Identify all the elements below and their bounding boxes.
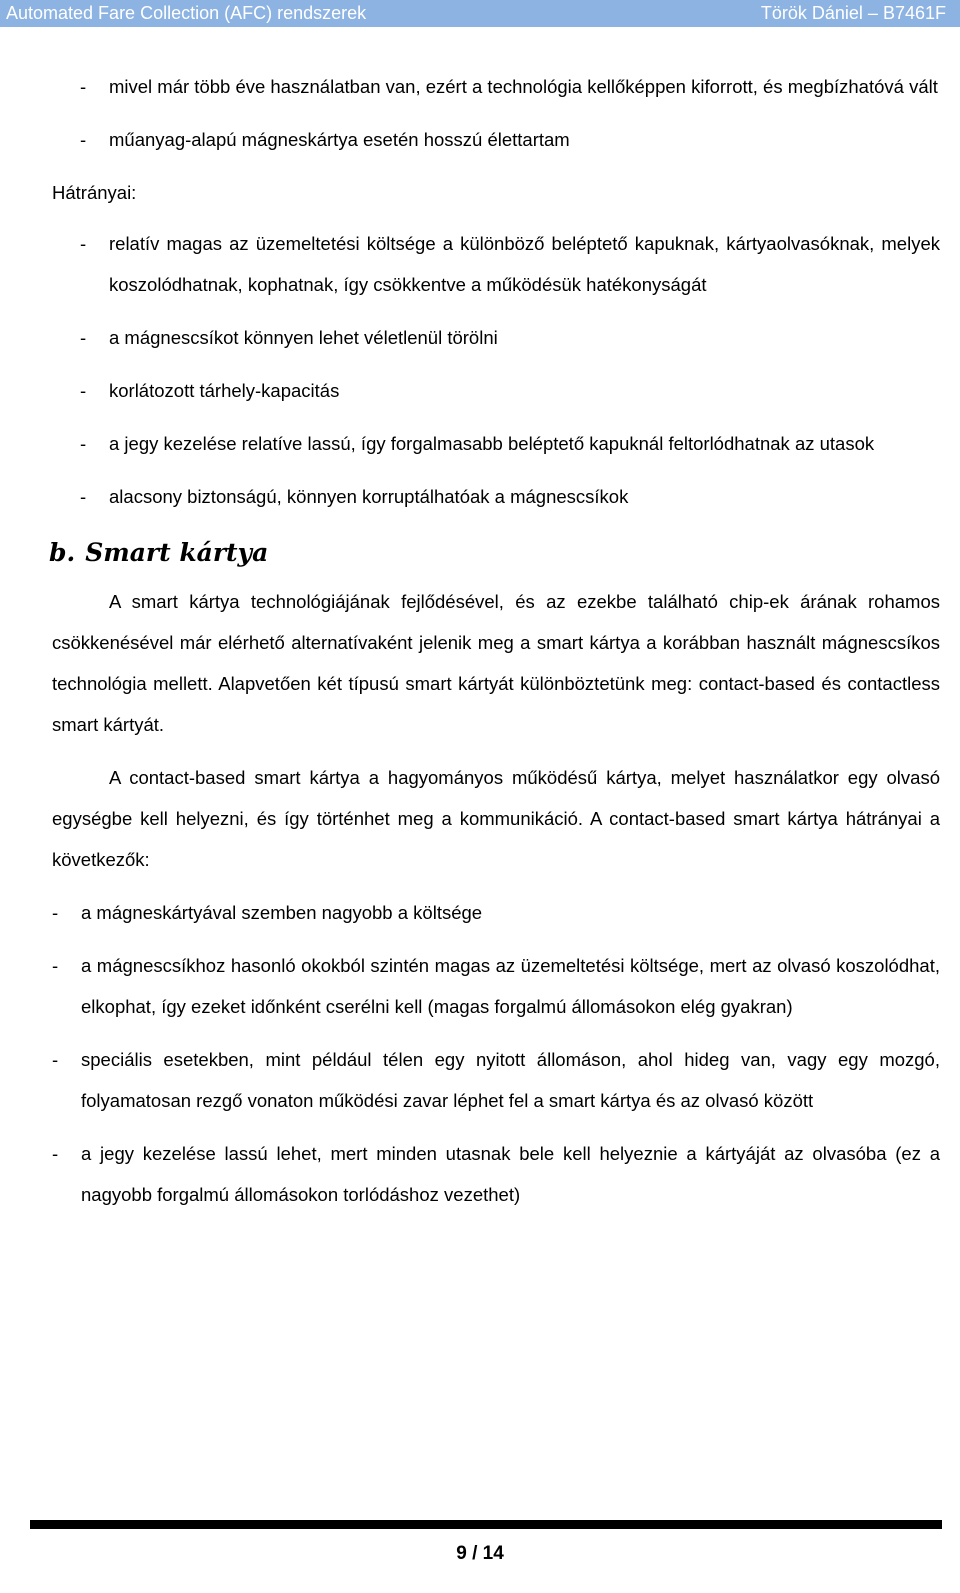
list-item bbox=[52, 476, 940, 517]
section-title: Smart kártya bbox=[85, 538, 269, 567]
list-dash: - bbox=[80, 76, 87, 97]
list-item bbox=[52, 317, 940, 358]
paragraph: A smart kártya technológiájának fejlődésével, és az ezekbe található chip-ek árának rohamos csökkenésével már elérhető alternatívaként jelenik meg a smart kártya a korábban használt mágnescsíkos technológia mellett. Alapvetően két típusú smart kártyát különböztetünk meg: contact-based és contactless smart kártyát. bbox=[52, 591, 940, 735]
list-item-text: a mágnescsíkot könnyen lehet véletlenül törölni bbox=[109, 327, 498, 348]
list-item-text: a jegy kezelése lassú lehet, mert minden utasnak bele kell helyeznie a kártyáját az olvasóba (ez a nagyobb forgalmú állomásokon torlódáshoz vezethet) bbox=[81, 1143, 940, 1205]
page-body bbox=[49, 66, 940, 1227]
paragraph: A contact-based smart kártya a hagyományos működésű kártya, melyet használatkor egy olvasó egységbe kell helyezni, és így történhet meg a kommunikáció. A contact-based smart kártya hátrányai a következők: bbox=[52, 767, 940, 870]
list-item-text: speciális esetekben, mint például télen egy nyitott állomáson, ahol hideg van, vagy egy mozgó, folyamatosan rezgő vonaton működési zavar léphet fel a smart kártya és az olvasó között bbox=[81, 1049, 940, 1111]
list-dash: - bbox=[80, 233, 87, 254]
disadvantages-label: Hátrányai: bbox=[52, 182, 137, 203]
list-item bbox=[52, 370, 940, 411]
header-author: Török Dániel – B7461F bbox=[760, 3, 946, 23]
list-item-text: a mágnescsíkhoz hasonló okokból szintén magas az üzemeltetési költsége, mert az olvasó koszolódhat, elkophat, így ezeket időnként cserélni kell (magas forgalmú állomásokon elég gyakran) bbox=[81, 955, 940, 1017]
list-item-text: műanyag-alapú mágneskártya esetén hosszú élettartam bbox=[109, 129, 570, 150]
list-dash: - bbox=[52, 955, 59, 976]
section-heading bbox=[49, 529, 940, 577]
list-dash: - bbox=[52, 1143, 59, 1164]
list-dash: - bbox=[80, 380, 87, 401]
list-item-text: a jegy kezelése relatíve lassú, így forgalmasabb beléptető kapuknál feltorlódhatnak az utasok bbox=[109, 433, 875, 454]
list-dash: - bbox=[80, 486, 87, 507]
list-item-text: mivel már több éve használatban van, ezért a technológia kellőképpen kiforrott, és megbízhatóvá vált bbox=[109, 76, 938, 97]
list-item bbox=[52, 1133, 940, 1215]
list-dash: - bbox=[52, 1049, 59, 1070]
page-number: 9 / 14 bbox=[456, 1543, 504, 1564]
list-item-text: relatív magas az üzemeltetési költsége a különböző beléptető kapuknak, kártyaolvasóknak, melyek koszolódhatnak, kophatnak, így csökkentve a működésük hatékonyságát bbox=[109, 233, 940, 295]
footer-rule bbox=[30, 1520, 942, 1529]
header-document-title: Automated Fare Collection (AFC) rendszerek bbox=[6, 3, 367, 23]
list-dash: - bbox=[80, 327, 87, 348]
list-item bbox=[52, 423, 940, 464]
list-item bbox=[52, 892, 940, 933]
list-item-text: alacsony biztonságú, könnyen korruptálhatóak a mágnescsíkok bbox=[109, 486, 629, 507]
list-dash: - bbox=[52, 902, 59, 923]
list-item-text: korlátozott tárhely-kapacitás bbox=[109, 380, 340, 401]
list-item bbox=[52, 119, 940, 160]
list-dash: - bbox=[80, 433, 87, 454]
section-number: b. bbox=[49, 538, 76, 567]
list-item bbox=[52, 1039, 940, 1121]
list-item bbox=[52, 223, 940, 305]
list-dash: - bbox=[80, 129, 87, 150]
running-header bbox=[0, 0, 960, 27]
list-item-text: a mágneskártyával szemben nagyobb a költsége bbox=[81, 902, 483, 923]
list-item bbox=[52, 66, 940, 107]
list-item bbox=[52, 945, 940, 1027]
